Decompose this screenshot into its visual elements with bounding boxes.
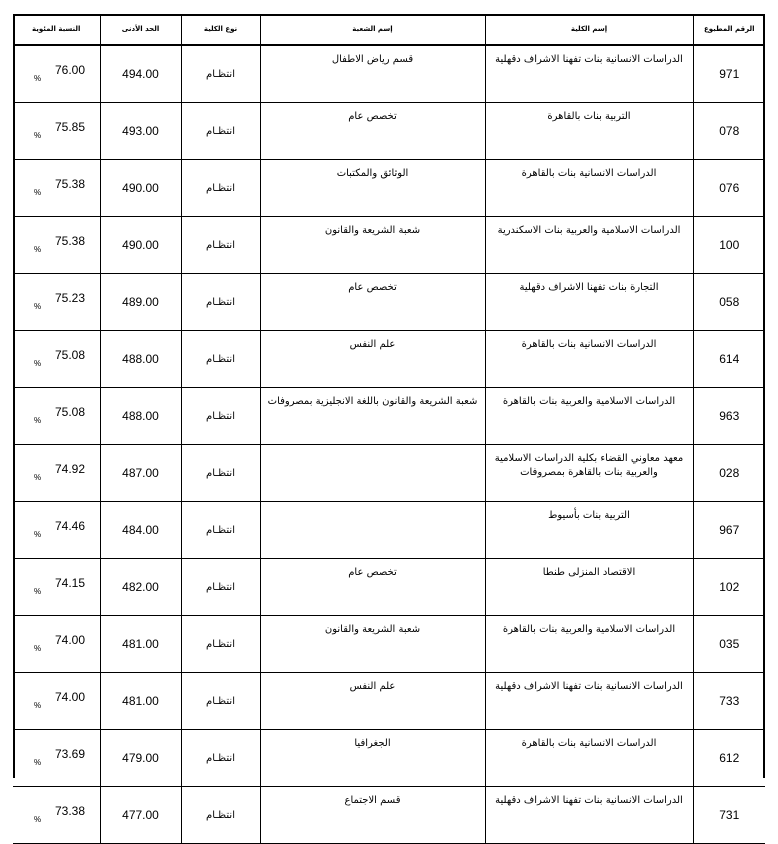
branch-name-cell: تخصص عام [260, 559, 485, 616]
table-row [13, 388, 765, 445]
table-row [13, 787, 765, 844]
percentage-cell [13, 274, 100, 331]
admissions-table [13, 14, 765, 844]
minimum-score-cell: 477.00 [100, 787, 181, 844]
college-type-cell: انتظـام [181, 160, 260, 217]
college-name-cell: الدراسات الانسانية بنات تفهنا الاشراف دقهلية [485, 45, 693, 103]
code-cell: 102 [693, 559, 765, 616]
percentage-cell [13, 103, 100, 160]
code-cell: 028 [693, 445, 765, 502]
table-row [13, 331, 765, 388]
header-percentage: النسبة المئوية [13, 14, 100, 45]
minimum-score-cell: 494.00 [100, 45, 181, 103]
code-cell: 614 [693, 331, 765, 388]
branch-name-cell: تخصص عام [260, 103, 485, 160]
minimum-score-cell: 479.00 [100, 730, 181, 787]
college-type-cell: انتظـام [181, 445, 260, 502]
code-cell: 035 [693, 616, 765, 673]
percent-sign: % [34, 587, 42, 596]
college-name-cell: الاقتصاد المنزلى طنطا [485, 559, 693, 616]
college-type-cell: انتظـام [181, 559, 260, 616]
percentage-value: 73.38 [55, 804, 86, 818]
college-name-cell: التربية بنات بالقاهرة [485, 103, 693, 160]
minimum-score-cell: 490.00 [100, 160, 181, 217]
code-cell: 731 [693, 787, 765, 844]
branch-name-cell: قسم رياض الاطفال [260, 45, 485, 103]
branch-name-cell: علم النفس [260, 673, 485, 730]
percentage-value: 74.15 [55, 576, 86, 590]
header-minimum: الحد الأدنى [100, 14, 181, 45]
percentage-value: 76.00 [55, 63, 86, 77]
minimum-score-cell: 482.00 [100, 559, 181, 616]
table-row [13, 616, 765, 673]
percentage-cell [13, 217, 100, 274]
percent-sign: % [34, 245, 42, 254]
percentage-cell [13, 787, 100, 844]
college-type-cell: انتظـام [181, 730, 260, 787]
college-name-cell: الدراسات الاسلامية والعربية بنات بالقاهرة [485, 388, 693, 445]
minimum-score-cell: 487.00 [100, 445, 181, 502]
percentage-value: 74.00 [55, 633, 86, 647]
percent-sign: % [34, 302, 42, 311]
percent-sign: % [34, 815, 42, 824]
code-cell: 733 [693, 673, 765, 730]
percent-sign: % [34, 188, 42, 197]
branch-name-cell: تخصص عام [260, 274, 485, 331]
table-row [13, 559, 765, 616]
header-college-name: إسم الكلية [485, 14, 693, 45]
college-type-cell: انتظـام [181, 45, 260, 103]
percentage-cell [13, 673, 100, 730]
percent-sign: % [34, 758, 42, 767]
branch-name-cell [260, 502, 485, 559]
table-row [13, 160, 765, 217]
college-type-cell: انتظـام [181, 331, 260, 388]
college-type-cell: انتظـام [181, 673, 260, 730]
college-name-cell: معهد معاوني القضاء بكلية الدراسات الاسلامية والعربية بنات بالقاهرة بمصروفات [485, 445, 693, 502]
percentage-value: 74.92 [55, 462, 86, 476]
percentage-cell [13, 616, 100, 673]
code-cell: 100 [693, 217, 765, 274]
percent-sign: % [34, 74, 42, 83]
minimum-score-cell: 488.00 [100, 388, 181, 445]
branch-name-cell [260, 445, 485, 502]
percentage-value: 75.08 [55, 405, 86, 419]
college-type-cell: انتظـام [181, 217, 260, 274]
percentage-value: 75.38 [55, 234, 86, 248]
college-name-cell: الدراسات الانسانية بنات بالقاهرة [485, 160, 693, 217]
branch-name-cell: شعبة الشريعة والقانون [260, 217, 485, 274]
minimum-score-cell: 489.00 [100, 274, 181, 331]
percentage-cell [13, 331, 100, 388]
college-name-cell: الدراسات الاسلامية والعربية بنات بالقاهرة [485, 616, 693, 673]
college-name-cell: الدراسات الانسانية بنات بالقاهرة [485, 730, 693, 787]
code-cell: 076 [693, 160, 765, 217]
minimum-score-cell: 490.00 [100, 217, 181, 274]
college-type-cell: انتظـام [181, 502, 260, 559]
college-name-cell: التجارة بنات تفهنا الاشراف دقهلية [485, 274, 693, 331]
percent-sign: % [34, 530, 42, 539]
percent-sign: % [34, 131, 42, 140]
percentage-cell [13, 502, 100, 559]
table-row [13, 673, 765, 730]
percentage-cell [13, 559, 100, 616]
percentage-cell [13, 445, 100, 502]
branch-name-cell: شعبة الشريعة والقانون باللغة الانجليزية بمصروفات [260, 388, 485, 445]
minimum-score-cell: 493.00 [100, 103, 181, 160]
branch-name-cell: الوثائق والمكتبات [260, 160, 485, 217]
header-college-type: نوع الكلية [181, 14, 260, 45]
header-code: الرقم المطبوع [693, 14, 765, 45]
percentage-value: 74.00 [55, 690, 86, 704]
percent-sign: % [34, 416, 42, 425]
percentage-value: 75.85 [55, 120, 86, 134]
code-cell: 971 [693, 45, 765, 103]
code-cell: 058 [693, 274, 765, 331]
percentage-cell [13, 388, 100, 445]
code-cell: 078 [693, 103, 765, 160]
percentage-value: 74.46 [55, 519, 86, 533]
branch-name-cell: علم النفس [260, 331, 485, 388]
code-cell: 967 [693, 502, 765, 559]
minimum-score-cell: 481.00 [100, 616, 181, 673]
percent-sign: % [34, 701, 42, 710]
table-row [13, 445, 765, 502]
college-name-cell: الدراسات الانسانية بنات تفهنا الاشراف دقهلية [485, 673, 693, 730]
table-row [13, 217, 765, 274]
college-name-cell: الدراسات الانسانية بنات بالقاهرة [485, 331, 693, 388]
percentage-value: 75.23 [55, 291, 86, 305]
table-row [13, 502, 765, 559]
percentage-value: 75.38 [55, 177, 86, 191]
minimum-score-cell: 484.00 [100, 502, 181, 559]
minimum-score-cell: 481.00 [100, 673, 181, 730]
percentage-value: 75.08 [55, 348, 86, 362]
college-type-cell: انتظـام [181, 388, 260, 445]
branch-name-cell: شعبة الشريعة والقانون [260, 616, 485, 673]
percent-sign: % [34, 359, 42, 368]
percentage-cell [13, 45, 100, 103]
branch-name-cell: قسم الاجتماع [260, 787, 485, 844]
minimum-score-cell: 488.00 [100, 331, 181, 388]
college-name-cell: الدراسات الاسلامية والعربية بنات الاسكندرية [485, 217, 693, 274]
table-header-row [13, 14, 765, 45]
branch-name-cell: الجغرافيا [260, 730, 485, 787]
code-cell: 963 [693, 388, 765, 445]
percentage-cell [13, 160, 100, 217]
percent-sign: % [34, 473, 42, 482]
college-type-cell: انتظـام [181, 274, 260, 331]
percent-sign: % [34, 644, 42, 653]
table-row [13, 274, 765, 331]
code-cell: 612 [693, 730, 765, 787]
college-name-cell: الدراسات الانسانية بنات تفهنا الاشراف دقهلية [485, 787, 693, 844]
table-row [13, 45, 765, 103]
college-name-cell: التربية بنات بأسيوط [485, 502, 693, 559]
college-type-cell: انتظـام [181, 616, 260, 673]
percentage-value: 73.69 [55, 747, 86, 761]
college-type-cell: انتظـام [181, 787, 260, 844]
college-type-cell: انتظـام [181, 103, 260, 160]
table-row [13, 103, 765, 160]
header-branch-name: إسم الشعبة [260, 14, 485, 45]
